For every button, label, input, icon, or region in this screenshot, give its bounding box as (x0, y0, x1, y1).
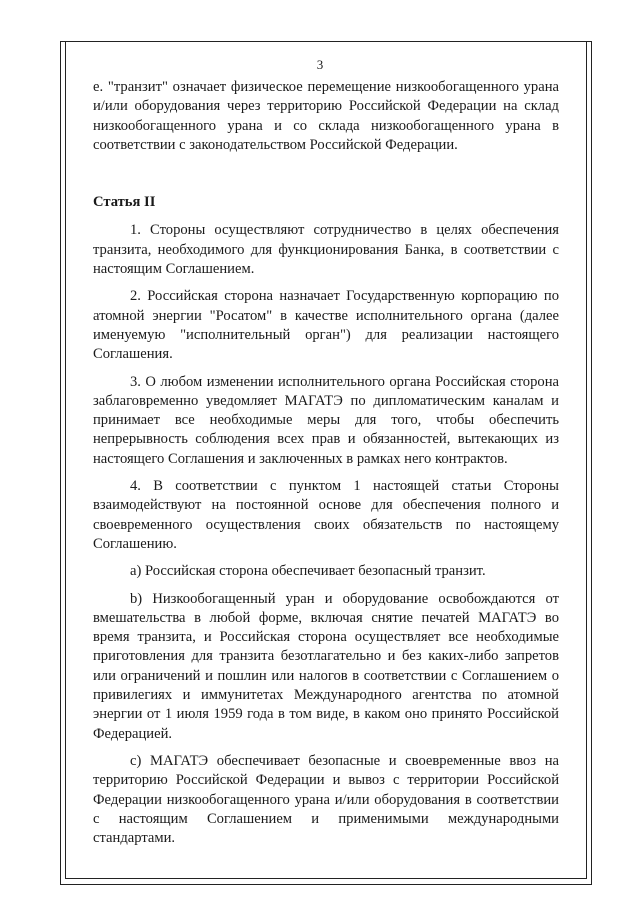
article-heading: Статья II (93, 194, 156, 211)
article-subparagraph-b: b) Низкообогащенный уран и оборудование освобождаются от вмешательства в любой форме, включая снятие печатей МАГАТЭ во время транзита, и Российская сторона осуществляет все необходимые приготовления для транзита безотлагательно и без каких-либо запретов или ограничений и пошлин или налогов в соответствии с Соглашением о привилегиях и иммунитетах Международного агентства по атомной энергии от 1 июля 1959 года в том виде, в каком оно принято Российской Федерацией. (93, 590, 559, 742)
page-number: 3 (316, 57, 324, 72)
article-paragraph-2: 2. Российская сторона назначает Государственную корпорацию по атомной энергии "Росатом" в качестве исполнительного органа (далее именуемую "исполнительный орган") для реализации настоящего Соглашения. (93, 288, 559, 363)
article-subparagraph-a: а) Российская сторона обеспечивает безопасный транзит. (130, 563, 486, 580)
document-body (93, 78, 559, 848)
definition-transit-paragraph: е. "транзит" означает физическое перемещение низкообогащенного урана и/или оборудования через территорию Российской Федерации на склад низкообогащенного урана и со склада низкообогащенного урана в соответствии с законодательством Российской Федерации. (93, 79, 559, 153)
article-paragraph-4: 4. В соответствии с пунктом 1 настоящей статьи Стороны взаимодействуют на постоянной основе для обеспечения полного и своевременного осуществления своих обязательств по настоящему Соглашению. (93, 478, 559, 552)
article-subparagraph-c: с) МАГАТЭ обеспечивает безопасные и своевременные ввоз на территорию Российской Федерации и вывоз с территории Российской Федерации низкообогащенного урана и/или оборудования в соответствии с настоящим Соглашением и применимыми международными стандартами. (93, 752, 559, 847)
article-paragraph-1: 1. Стороны осуществляют сотрудничество в целях обеспечения транзита, необходимого для функционирования Банка, в соответствии с настоящим Соглашением. (93, 222, 559, 278)
article-paragraph-3: 3. О любом изменении исполнительного органа Российская сторона заблаговременно уведомляет МАГАТЭ по дипломатическим каналам и принимает все необходимые меры для того, чтобы обеспечить непрерывность соблюдения всех прав и обязанностей, вытекающих из настоящего Соглашения и заключенных в рамках него контрактов. (93, 373, 559, 467)
